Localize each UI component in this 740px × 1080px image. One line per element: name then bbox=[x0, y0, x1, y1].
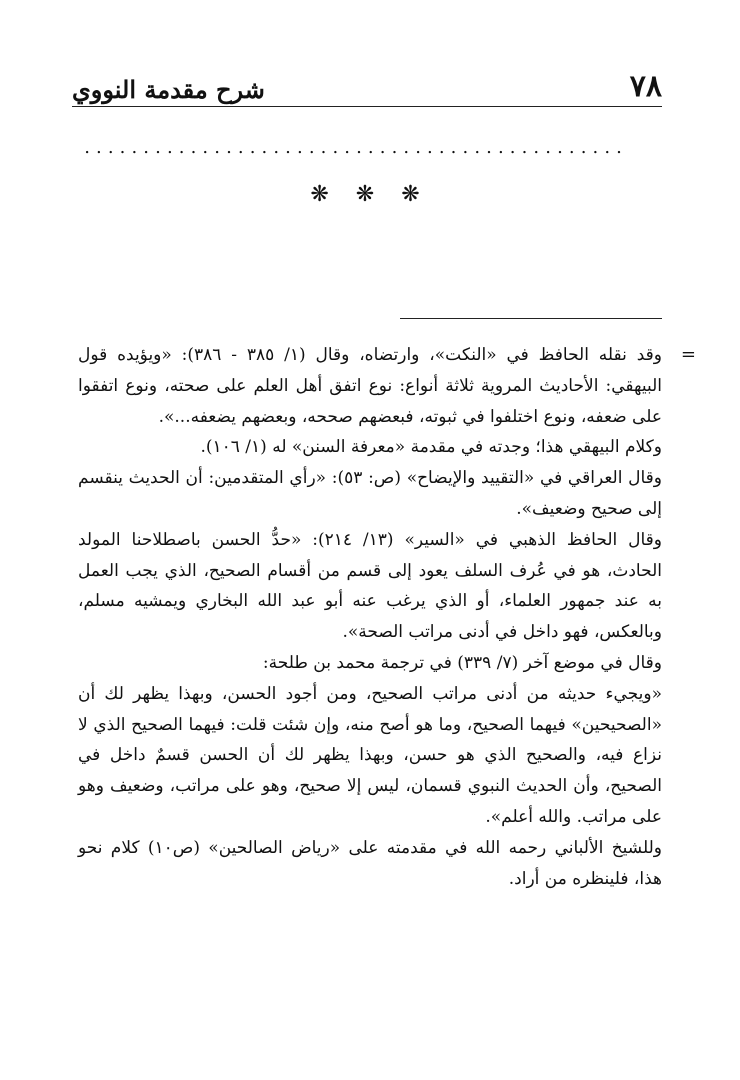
footnote-paragraph: وقد نقله الحافظ في «النكت»، وارتضاه، وقال (١/ ٣٨٥ - ٣٨٦): «ويؤيده قول البيهقي: الأحاديث المروية ثلاثة أنواع: نوع اتفق أهل العلم على صحته، ونوع اتفقوا على ضعفه، ونوع اختلفوا في ثبوته، فبعضهم صححه، وبعضهم يضعفه...». bbox=[78, 345, 662, 427]
footnote-paragraph: وكلام البيهقي هذا؛ وجدته في مقدمة «معرفة السنن» له (١/ ١٠٦). bbox=[200, 437, 662, 458]
section-stars: ❋ ❋ ❋ bbox=[310, 182, 430, 207]
footnote-paragraph: وقال العراقي في «التقييد والإيضاح» (ص: ٥٣): «رأي المتقدمين: أن الحديث ينقسم إلى صحيح وضعيف». bbox=[78, 468, 662, 519]
page-header bbox=[72, 62, 662, 102]
dotted-separator: .............................................. bbox=[84, 138, 628, 158]
footnote-paragraph: وللشيخ الألباني رحمه الله في مقدمته على «رياض الصالحين» (ص١٠) كلام نحو هذا، فلينظره من أراد. bbox=[78, 837, 662, 889]
continuation-mark: = bbox=[680, 344, 696, 365]
footnote-paragraph: وقال الحافظ الذهبي في «السير» (١٣/ ٢١٤): «حدُّ الحسن باصطلاحنا المولد الحادث، هو في عُرف السلف يعود إلى قسم من أقسام الصحيح، الذي يجب العمل به عند جمهور العلماء، أو الذي يرغب عنه أبو عبد الله البخاري ويمشيه مسلم، وبالعكس، فهو داخل في أدنى مراتب الصحة». bbox=[78, 529, 662, 643]
footnote-paragraph: «ويجيء حديثه من أدنى مراتب الصحيح، ومن أجود الحسن، وبهذا يظهر لك أن «الصحيحين» فيهما الصحيح، وما هو أصح منه، وإن شئت قلت: فيهما الصحيح الذي لا نزاع فيه، والصحيح الذي هو حسن، وبهذا يظهر لك أن الحسن قسمٌ داخل في الصحيح، وأن الحديث النبوي قسمان، ليس إلا صحيح، وهو على مراتب، وضعيف وهو على مراتب. والله أعلم». bbox=[78, 683, 662, 827]
page-number: ٧٨ bbox=[629, 69, 662, 104]
footnote-block bbox=[78, 340, 696, 894]
footnote-rule bbox=[400, 318, 662, 319]
running-title: شرح مقدمة النووي bbox=[72, 75, 265, 104]
header-rule bbox=[72, 106, 662, 107]
footnote-paragraph: وقال في موضع آخر (٧/ ٣٣٩) في ترجمة محمد بن طلحة: bbox=[262, 652, 662, 673]
